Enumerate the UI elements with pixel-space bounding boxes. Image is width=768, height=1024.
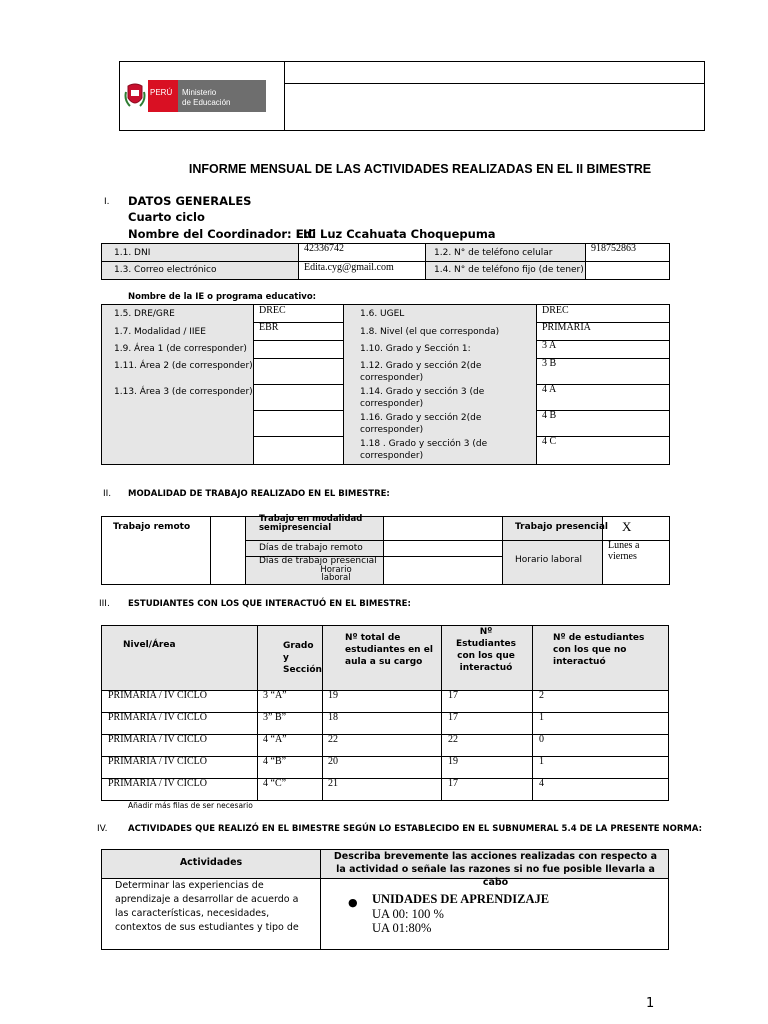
section2-heading: MODALIDAD DE TRABAJO REALIZADO EN EL BIMESTRE: [128,489,390,499]
remoto-label: Trabajo remoto [113,522,191,532]
dre-label: 1.5. DRE/GRE [114,309,175,319]
modalidad-label: 1.7. Modalidad / IIEE [114,327,206,337]
grado4-value: 4 B [542,410,557,421]
students-col-nivel: Nivel/Área [123,640,176,650]
area3-label: 1.13. Área 3 (de corresponder) [114,387,253,397]
grado4-label: 1.16. Grado y sección 2(de corresponder) [360,413,482,435]
section2-number: II. [103,489,112,499]
row1-no: 2 [539,690,544,701]
grado5-value: 4 C [542,436,557,447]
section3-number: III. [99,599,110,609]
row2-si: 17 [448,712,458,723]
row1-total: 19 [328,690,338,701]
page-number: 1 [646,996,655,1011]
row5-total: 21 [328,778,338,789]
row3-nivel: PRIMARIA / IV CICLO [108,734,207,745]
dias-presencial-label: Días de trabajo presencial [259,556,377,566]
ua1-text: UA 01:80% [372,921,432,935]
row1-si: 17 [448,690,458,701]
area1-label: 1.9. Área 1 (de corresponder) [114,344,247,354]
ie-label: Nombre de la IE o programa educativo: [128,292,317,302]
dre-value: DREC [259,305,286,316]
horario-laboral-small: Horario laboral [320,565,352,583]
dias-remoto-value-cell [383,540,503,557]
students-col-grado: Grado y Sección [283,641,322,675]
col-divider [257,690,258,801]
logo-country: PERÚ [150,88,173,97]
presencial-mark: X [622,519,632,534]
row1-nivel: PRIMARIA / IV CICLO [108,690,207,701]
row4-no: 1 [539,756,544,767]
logo-ministry-line1: Ministerio [182,88,217,97]
dni-value: 42336742 [304,243,344,254]
ie-left-value-cell [253,384,344,411]
activities-col-description: Describa brevemente las acciones realizadas con respecto a la actividad o señale las razones si no fue posible llevarla a cabo [333,851,658,888]
ua0-text: UA 00: 100 % [372,907,444,921]
fijo-label: 1.4. N° de teléfono fijo (de tener) [434,265,584,275]
row4-grado: 4 “B” [263,756,287,767]
presencial-label: Trabajo presencial [515,522,609,532]
row3-total: 22 [328,734,338,745]
horario-value: Lunes a viernes [608,540,640,562]
row3-si: 22 [448,734,458,745]
row5-si: 17 [448,778,458,789]
ugel-value: DREC [542,305,569,316]
nivel-label: 1.8. Nivel (el que corresponda) [360,327,500,337]
row4-total: 20 [328,756,338,767]
horario-laboral-label: Horario laboral [515,555,583,565]
col-divider [322,690,323,801]
dias-remoto-label: Días de trabajo remoto [259,543,363,553]
row2-grado: 3” B” [263,712,287,723]
section1-number: I. [104,197,110,207]
row5-nivel: PRIMARIA / IV CICLO [108,778,207,789]
row4-si: 19 [448,756,458,767]
cel-label: 1.2. N° de teléfono celular [434,248,553,258]
ie-left-value-cell [253,410,344,437]
nivel-value: PRIMARIA [542,322,591,333]
grado1-label: 1.10. Grado y Sección 1: [360,344,471,354]
section4-number: IV. [97,824,108,834]
students-col-si: Nº Estudiantes con los que interactuó [456,627,516,673]
add-rows-note: Añadir más filas de ser necesario [128,801,253,810]
row2-nivel: PRIMARIA / IV CICLO [108,712,207,723]
row4-nivel: PRIMARIA / IV CICLO [108,756,207,767]
remoto-mark-cell [210,516,246,585]
activity-text: Determinar las experiencias de aprendizaje a desarrollar de acuerdo a las características, necesidades, contextos de sus estudiantes y tipo de [115,880,299,933]
ugel-label: 1.6. UGEL [360,309,405,319]
row5-grado: 4 “C” [263,778,287,789]
activities-col-title: Actividades [179,857,243,868]
grado3-value: 4 A [542,384,557,395]
grado5-label: 1.18 . Grado y sección 3 (de corresponder) [360,439,488,461]
row5-no: 4 [539,778,544,789]
logo-ministry-line2: de Educación [182,98,231,107]
row1-grado: 3 “A” [263,690,287,701]
unidades-title: UNIDADES DE APRENDIZAJE [372,892,550,906]
email-value: Edita.cyg@gmail.com [304,262,394,273]
header-bottom-right-cell [284,83,705,131]
grado3-label: 1.14. Grado y sección 3 (de corresponder) [360,387,485,409]
area2-label: 1.11. Área 2 (de corresponder) [114,361,253,371]
col-divider [532,690,533,801]
section3-heading: ESTUDIANTES CON LOS QUE INTERACTUÓ EN EL BIMESTRE: [128,599,411,609]
semi-mark-cell [383,516,503,541]
dias-presencial-value-cell [383,556,503,585]
bullet-icon: ● [348,896,358,909]
semi-label: Trabajo en modalidad semipresencial [259,514,363,533]
coordinator-name: Edi Luz Ccahuata Choquepuma [296,227,496,241]
cel-value: 918752863 [591,243,636,254]
ie-left-value-cell [253,358,344,385]
ie-left-value-cell [253,436,344,465]
page-title: INFORME MENSUAL DE LAS ACTIVIDADES REALIZADAS EN EL II BIMESTRE [188,162,652,176]
fijo-value-cell [585,261,670,280]
students-header-nivel [101,625,258,691]
email-label: 1.3. Correo electrónico [114,265,217,275]
section4-heading: ACTIVIDADES QUE REALIZÓ EN EL BIMESTRE SEGÚN LO ESTABLECIDO EN EL SUBNUMERAL 5.4 DE LA PRESENTE NORMA: [128,824,703,834]
dni-label: 1.1. DNI [114,248,151,258]
presencial-mark-cell [602,516,670,541]
modalidad-value: EBR [259,322,279,333]
ie-left-value-cell [253,340,344,359]
peru-shield-icon [124,82,146,110]
section1-subheading: Cuarto ciclo [128,210,205,224]
col-divider [441,690,442,801]
grado2-label: 1.12. Grado y sección 2(de corresponder) [360,361,482,383]
students-col-total: Nº total de estudiantes en el aula a su cargo [345,633,433,667]
grado2-value: 3 B [542,358,557,369]
grado1-value: 3 A [542,340,557,351]
row2-total: 18 [328,712,338,723]
header-top-right-cell [284,61,705,84]
row3-grado: 4 “A” [263,734,287,745]
section1-heading: DATOS GENERALES [128,194,252,208]
row3-no: 0 [539,734,544,745]
coordinator-label: Nombre del Coordinador: LIC [128,227,316,241]
row2-no: 1 [539,712,544,723]
students-col-no: Nº de estudiantes con los que no interactuó [553,633,645,667]
